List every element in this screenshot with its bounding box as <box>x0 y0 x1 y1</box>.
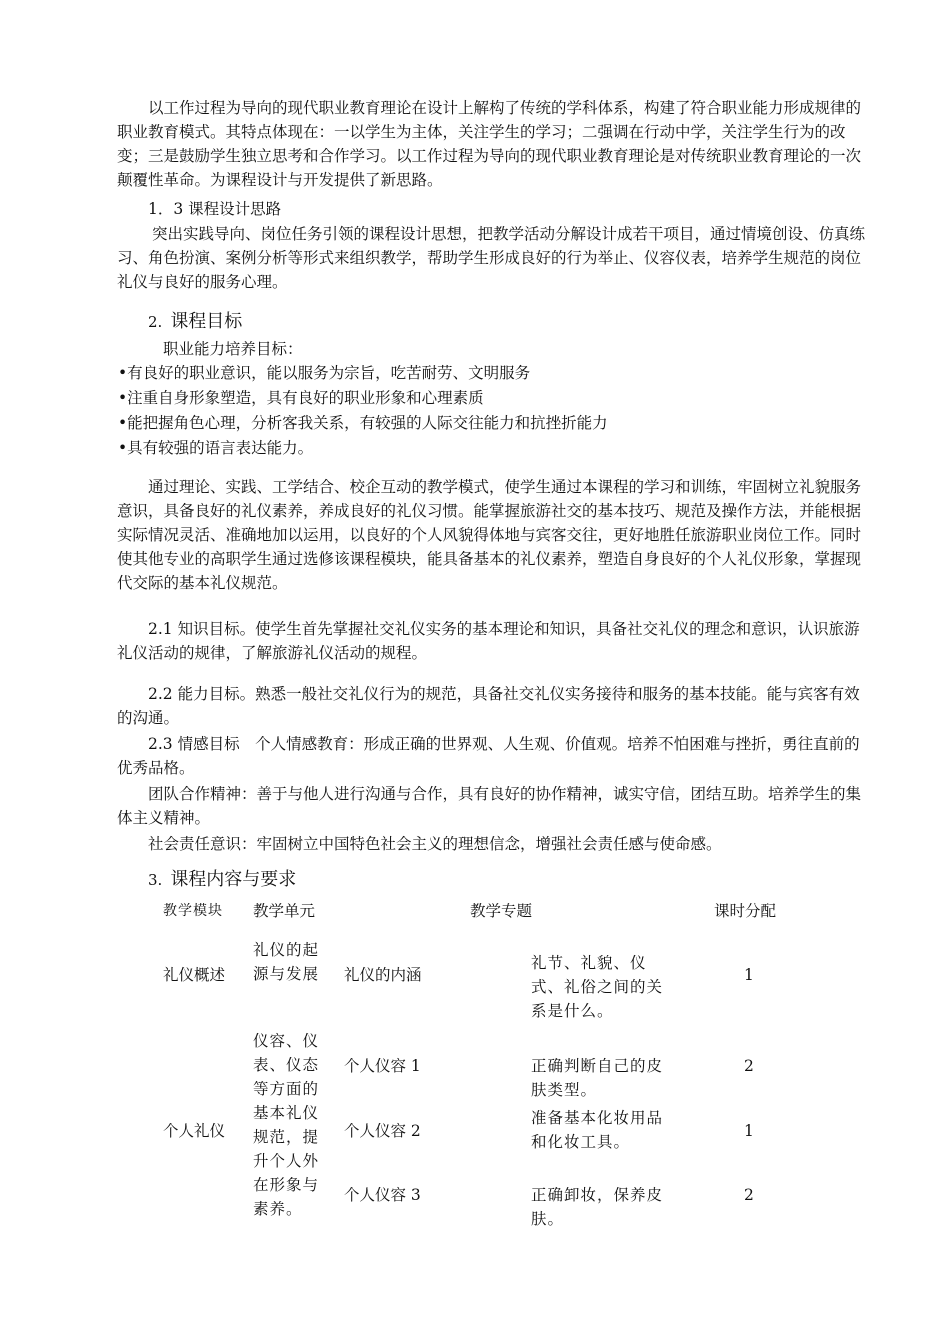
table-hours-cell: 2 <box>744 1186 754 1204</box>
table-detail-cell: 礼节、礼貌、仪式、礼俗之间的关系是什么。 <box>531 954 664 1020</box>
table-topic-cell: 个人仪容 2 <box>344 1122 421 1140</box>
paragraph-intro: 以工作过程为导向的现代职业教育理论在设计上解构了传统的学科体系，构建了符合职业能力形成规律的职业教育模式。其特点体现在：一以学生为主体，关注学生的学习；二强调在行动中学，关注学生行为的改变；三是鼓励学生独立思考和合作学习。以工作过程为导向的现代职业教育理论是对传统职业教育理论的一次颠覆性革命。为课程设计与开发提供了新思路。 <box>117 99 862 189</box>
paragraph-teamwork: 团队合作精神：善于与他人进行沟通与合作，具有良好的协作精神，诚实守信，团结互助。培养学生的集体主义精神。 <box>117 785 862 827</box>
table-topic-cell: 个人仪容 3 <box>344 1186 421 1204</box>
goal-bullet: •有良好的职业意识，能以服务为宗旨，吃苦耐劳、文明服务 <box>118 364 531 382</box>
table-header-topic: 教学专题 <box>470 902 533 920</box>
table-header-module: 教学模块 <box>163 903 223 919</box>
table-unit-cell: 礼仪的起源与发展 <box>253 941 320 983</box>
paragraph-design-idea: 突出实践导向、岗位任务引领的课程设计思想，把教学活动分解设计成若干项目，通过情境创设、仿真练习、角色扮演、案例分析等形式来组织教学，帮助学生形成良好的行为举止、仪容仪表，培养学生规范的岗位礼仪与良好的服务心理。 <box>117 225 866 291</box>
table-unit-cell: 仪容、仪表、仪态等方面的基本礼仪规范，提升个人外在形象与素养。 <box>253 1032 320 1218</box>
table-header-hours: 课时分配 <box>714 902 777 920</box>
table-hours-cell: 1 <box>744 1122 754 1140</box>
table-hours-cell: 1 <box>744 966 754 984</box>
table-module-cell: 个人礼仪 <box>163 1122 226 1140</box>
table-topic-cell: 礼仪的内涵 <box>344 966 422 984</box>
section-3-number: 3. <box>148 871 163 889</box>
section-2-title: 课程目标 <box>170 311 243 332</box>
paragraph-teaching-mode: 通过理论、实践、工学结合、校企互动的教学模式，使学生通过本课程的学习和训练，牢固树立礼貌服务意识，具备良好的礼仪素养，养成良好的礼仪习惯。能掌握旅游社交的基本技巧、规范及操作方法，并能根据实际情况灵活、准确地加以运用，以良好的个人风貌得体地与宾客交往，更好地胜任旅游职业岗位工作。同时使其他专业的高职学生通过选修该课程模块，能具备基本的礼仪素养，塑造自身良好的个人礼仪形象，掌握现代交际的基本礼仪规范。 <box>117 478 862 592</box>
paragraph-emotion-goal: 2.3 情感目标 个人情感教育：形成正确的世界观、人生观、价值观。培养不怕困难与挫折，勇往直前的优秀品格。 <box>117 735 860 777</box>
table-detail-cell: 正确卸妆，保养皮肤。 <box>531 1186 664 1228</box>
paragraph-ability-goal: 2.2 能力目标。熟悉一般社交礼仪行为的规范，具备社交礼仪实务接待和服务的基本技能。能与宾客有效的沟通。 <box>117 685 860 727</box>
paragraph-knowledge-goal: 2.1 知识目标。使学生首先掌握社交礼仪实务的基本理论和知识，具备社交礼仪的理念和意识，认识旅游礼仪活动的规律，了解旅游礼仪活动的规程。 <box>117 620 860 662</box>
table-detail-cell: 正确判断自己的皮肤类型。 <box>531 1057 664 1099</box>
table-module-cell: 礼仪概述 <box>163 966 226 984</box>
section-3-title: 课程内容与要求 <box>170 869 297 890</box>
goal-intro: 职业能力培养目标： <box>163 340 303 358</box>
table-detail-cell: 准备基本化妆用品和化妆工具。 <box>531 1109 664 1151</box>
goal-bullet: •能把握角色心理，分析客我关系，有较强的人际交往能力和抗挫折能力 <box>118 414 608 432</box>
paragraph-social-responsibility: 社会责任意识：牢固树立中国特色社会主义的理想信念，增强社会责任感与使命感。 <box>148 835 722 853</box>
section-1-3-heading: 1．3 课程设计思路 <box>148 200 282 218</box>
goal-bullet: •注重自身形象塑造，具有良好的职业形象和心理素质 <box>118 389 484 407</box>
table-hours-cell: 2 <box>744 1057 754 1075</box>
table-topic-cell: 个人仪容 1 <box>344 1057 421 1075</box>
section-2-number: 2. <box>148 313 163 331</box>
table-header-unit: 教学单元 <box>253 902 316 920</box>
goal-bullet: •具有较强的语言表达能力。 <box>118 439 314 457</box>
